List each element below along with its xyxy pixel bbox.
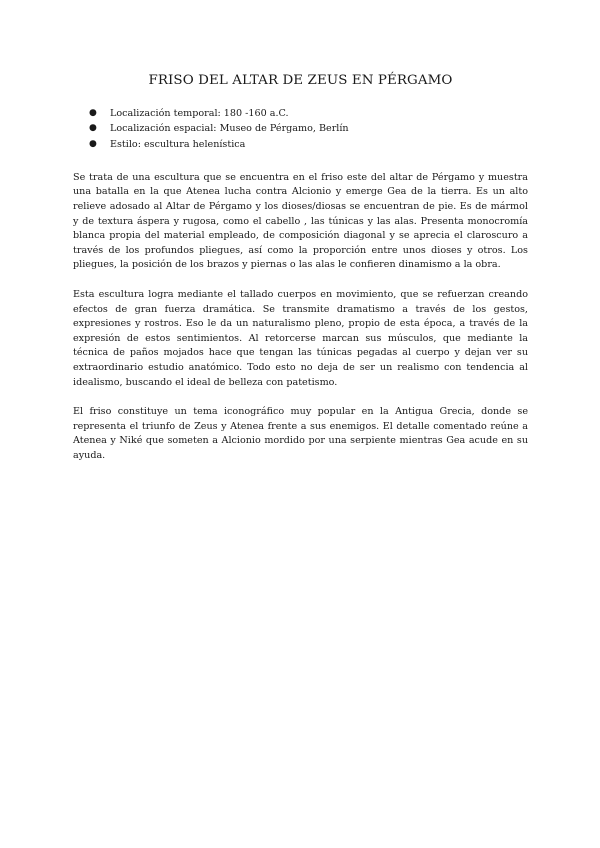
detail-item-spatial <box>73 121 528 136</box>
bullet-icon: ● <box>89 108 97 118</box>
detail-item-style <box>73 137 528 152</box>
bullet-icon: ● <box>89 138 97 149</box>
document-title: FRISO DEL ALTAR DE ZEUS EN PÉRGAMO <box>148 73 453 88</box>
document-content <box>73 0 528 464</box>
detail-text: Estilo: escultura helenística <box>110 138 246 150</box>
detail-item-temporal <box>73 106 528 121</box>
document-body <box>73 171 528 464</box>
detail-text: Localización temporal: 180 -160 a.C. <box>110 108 289 119</box>
detail-text: Localización espacial: Museo de Pérgamo, Berlín <box>110 123 349 135</box>
details-list <box>73 106 528 152</box>
paragraph-analysis: Esta escultura logra mediante el tallado cuerpos en movimiento, que se refuerzan creando efectos de gran fuerza dramática. Se transmite dramatismo a través de los gestos, expresiones y rostros. Eso le da un naturalismo pleno, propio de esta época, a través de la expresión de estos sentimientos. Al retorcerse marcan sus músculos, que mediante la técnica de paños mojados hace que tengan las túnicas pegadas al cuerpo y dejan ver su extraordinario estudio anatómico. Todo esto no deja de ser un realismo con tendencia al idealismo, buscando el ideal de belleza con patetismo. <box>73 289 528 388</box>
paragraph-description: Se trata de una escultura que se encuentra en el friso este del altar de Pérgamo y muestra una batalla en la que Atenea lucha contra Alcionio y emerge Gea de la tierra. Es un alto relieve adosado al Altar de Pérgamo y los dioses/diosas se encuentran de pie. Es de mármol y de textura áspera y rugosa, como el cabello , las túnicas y las alas. Presenta monocromía blanca propia del material empleado, de composición diagonal y se aprecia el claroscuro a través de los profundos pliegues, así como la proporción entre unos dioses y otros. Los pliegues, la posición de los brazos y piernas o las alas le confieren dinamismo a la obra. <box>73 171 528 271</box>
paragraph-context: El friso constituye un tema iconográfico muy popular en la Antigua Grecia, donde se representa el triunfo de Zeus y Atenea frente a sus enemigos. El detalle comentado reúne a Atenea y Niké que someten a Alcionio mordido por una serpiente mientras Gea acude en su ayuda. <box>73 406 528 461</box>
bullet-icon: ● <box>89 123 97 134</box>
